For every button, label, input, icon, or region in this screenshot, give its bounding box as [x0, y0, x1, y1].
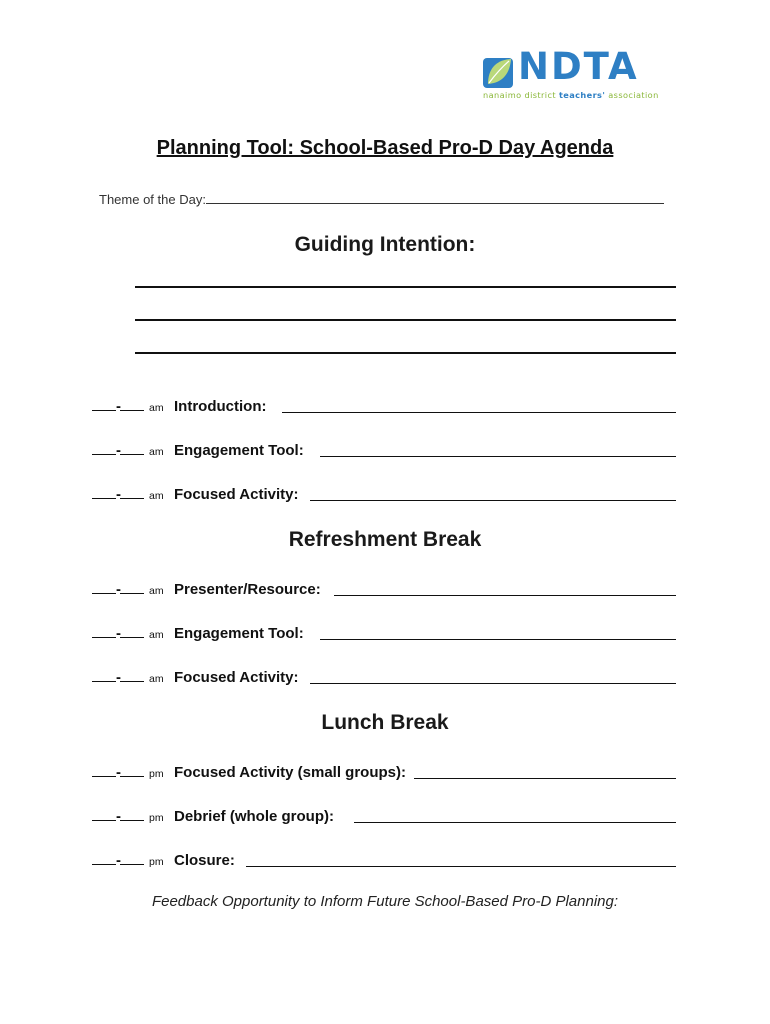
refreshment-break-heading: Refreshment Break: [288, 528, 482, 551]
ampm-label: pm: [149, 768, 164, 780]
fill-line[interactable]: [354, 822, 676, 823]
row-label: Focused Activity (small groups):: [174, 764, 406, 781]
row-label: Debrief (whole group):: [174, 808, 334, 825]
fill-line[interactable]: [310, 683, 676, 684]
leaf-icon: [482, 55, 516, 89]
theme-label: Theme of the Day:: [99, 192, 206, 207]
logo-subtitle: nanaimo district teachers' association: [483, 90, 659, 100]
guiding-intention-heading: Guiding Intention:: [294, 233, 476, 256]
ampm-label: am: [149, 585, 164, 597]
fill-line[interactable]: [320, 639, 676, 640]
time-blanks[interactable]: -: [92, 762, 149, 781]
ampm-label: am: [149, 629, 164, 641]
row-label: Closure:: [174, 852, 235, 869]
agenda-row[interactable]: [92, 806, 676, 826]
ampm-label: pm: [149, 812, 164, 824]
fill-line[interactable]: [282, 412, 676, 413]
time-blanks[interactable]: -: [92, 667, 149, 686]
time-blanks[interactable]: -: [92, 440, 149, 459]
row-label: Focused Activity:: [174, 669, 299, 686]
ampm-label: am: [149, 402, 164, 414]
logo-wordmark: NDTA: [518, 45, 639, 88]
agenda-row[interactable]: [92, 579, 676, 599]
guiding-line-1[interactable]: [135, 286, 676, 288]
agenda-row[interactable]: [92, 484, 676, 504]
time-blanks[interactable]: -: [92, 396, 149, 415]
theme-field[interactable]: [99, 192, 664, 207]
page-title: Planning Tool: School-Based Pro-D Day Agenda: [156, 137, 614, 159]
fill-line[interactable]: [334, 595, 676, 596]
time-blanks[interactable]: -: [92, 579, 149, 598]
ampm-label: am: [149, 673, 164, 685]
ampm-label: am: [149, 446, 164, 458]
row-label: Focused Activity:: [174, 486, 299, 503]
agenda-row[interactable]: [92, 440, 676, 460]
time-blanks[interactable]: -: [92, 806, 149, 825]
fill-line[interactable]: [414, 778, 676, 779]
fill-line[interactable]: [310, 500, 676, 501]
lunch-break-heading: Lunch Break: [321, 711, 449, 734]
time-blanks[interactable]: -: [92, 484, 149, 503]
agenda-row[interactable]: [92, 396, 676, 416]
row-label: Presenter/Resource:: [174, 581, 321, 598]
time-blanks[interactable]: -: [92, 850, 149, 869]
row-label: Engagement Tool:: [174, 625, 304, 642]
agenda-row[interactable]: [92, 850, 676, 870]
theme-input-line[interactable]: [206, 192, 664, 204]
fill-line[interactable]: [320, 456, 676, 457]
time-blanks[interactable]: -: [92, 623, 149, 642]
agenda-row[interactable]: [92, 762, 676, 782]
agenda-row[interactable]: [92, 667, 676, 687]
row-label: Introduction:: [174, 398, 267, 415]
ndta-logo: [482, 45, 674, 102]
feedback-prompt: Feedback Opportunity to Inform Future School-Based Pro-D Planning:: [151, 893, 619, 910]
ampm-label: am: [149, 490, 164, 502]
guiding-line-2[interactable]: [135, 319, 676, 321]
ampm-label: pm: [149, 856, 164, 868]
fill-line[interactable]: [246, 866, 676, 867]
row-label: Engagement Tool:: [174, 442, 304, 459]
agenda-row[interactable]: [92, 623, 676, 643]
guiding-line-3[interactable]: [135, 352, 676, 354]
